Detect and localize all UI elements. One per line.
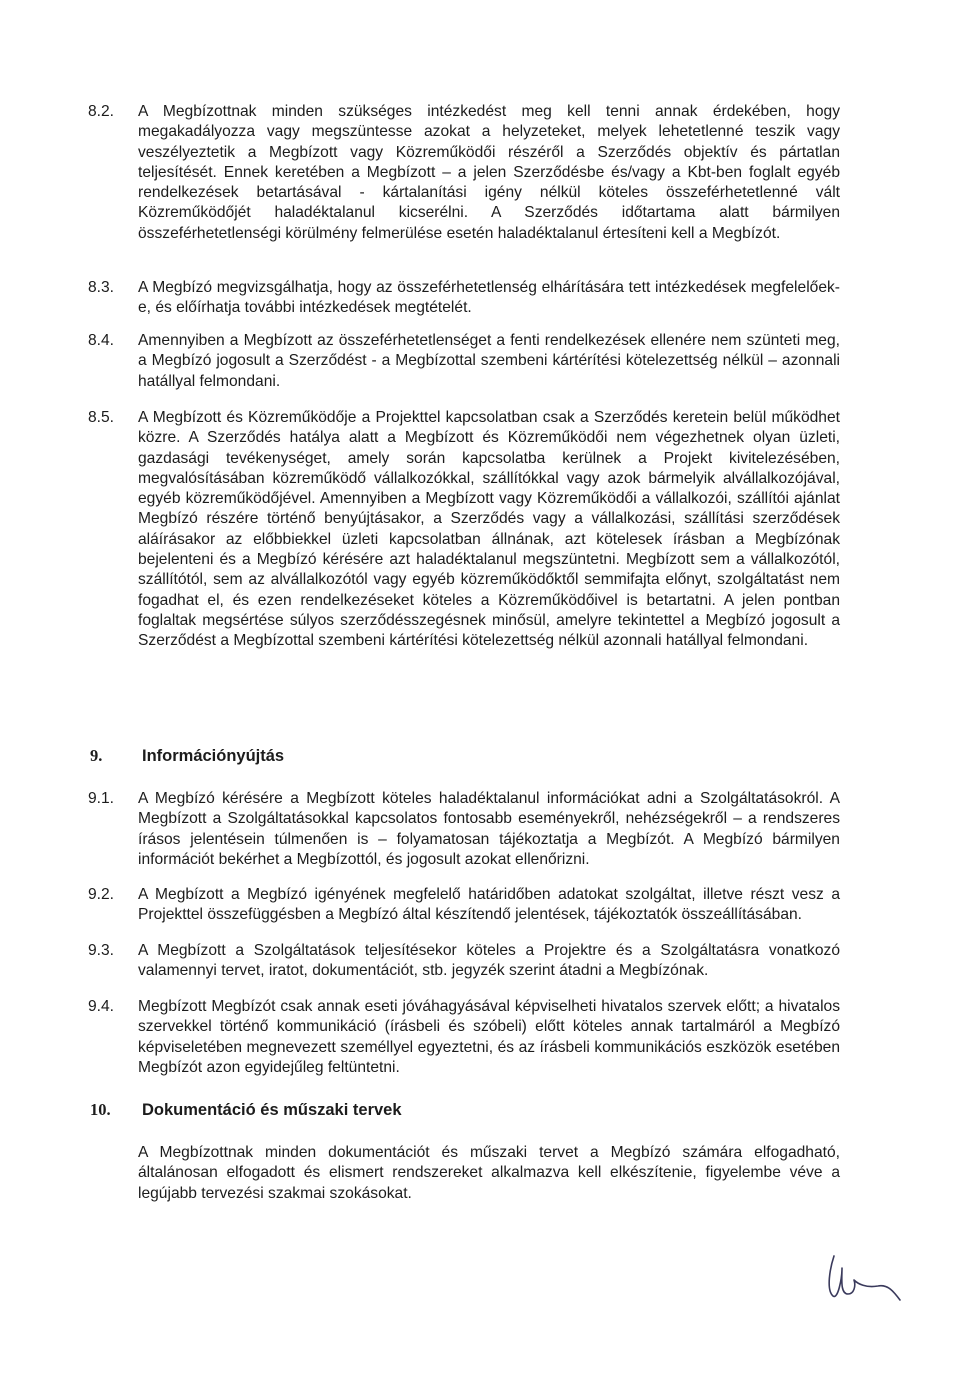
paragraph-text: A Megbízott a Megbízó igényének megfelelő határidőben adatokat szolgáltat, illetve részt vesz a Projekttel összefüggésben a Megbízó által készítendő jelentések, tájékoztatók összeállításában. (138, 886, 840, 924)
paragraph-9-4 (88, 997, 840, 1078)
paragraph-number: 9.1. (88, 790, 115, 807)
paragraph-8-3 (88, 278, 840, 319)
section-number: 9. (90, 746, 103, 765)
section-title: Dokumentáció és műszaki tervek (142, 1101, 402, 1119)
paragraph-9-1 (88, 789, 840, 870)
paragraph-number: 8.4. (88, 332, 115, 349)
paragraph-number: 9.2. (88, 886, 115, 903)
paragraph-number: 8.2. (88, 103, 115, 120)
paragraph-8-5 (88, 408, 840, 652)
section-heading-10 (90, 1099, 840, 1121)
paragraph-10-body (88, 1143, 840, 1204)
paragraph-text: Megbízott Megbízót csak annak eseti jóváhagyásával képviselheti hivatalos szervek előtt; a hivatalos szervekkel történő kommunikáció (írásbeli és szóbeli) előtt köteles annak tartalmáról a Megbízó képviseletében megnevezett személlyel egyeztetni, és az írásbeli kommunikációs eszközök esetében Megbízót azon egyidejűleg feltüntetni. (138, 998, 840, 1076)
handwritten-signature-icon (820, 1248, 910, 1308)
paragraph-text: A Megbízott a Szolgáltatások teljesítésekor köteles a Projektre és a Szolgáltatásra vonatkozó valamennyi tervet, iratot, dokumentációt, stb. jegyzék szerint átadni a Megbízónak. (138, 942, 840, 980)
section-number: 10. (90, 1100, 111, 1119)
paragraph-8-2 (88, 102, 840, 244)
paragraph-text: A Megbízottnak minden dokumentációt és műszaki tervet a Megbízó számára elfogadható, általánosan elfogadott és elismert rendszereket alkalmazva kell elkészítenie, figyelembe véve a legújabb tervezési szakmai szokásokat. (138, 1144, 840, 1202)
paragraph-9-2 (88, 885, 840, 926)
section-heading-9 (90, 745, 840, 767)
paragraph-text: A Megbízó kérésére a Megbízott köteles haladéktalanul információkat adni a Szolgáltatásokról. A Megbízott a Szolgáltatásokkal kapcsolatos fontosabb eseményekről, nehézségekről – a rendszeres írásos jelentésein túlmenően is – folyamatosan tájékoztatja a Megbízót. A Megbízó bármilyen információt bekérhet a Megbízottól, és jogosult azokat ellenőrizni. (138, 790, 840, 868)
paragraph-number: 8.3. (88, 279, 115, 296)
paragraph-number: 9.4. (88, 998, 115, 1015)
section-title: Információnyújtás (142, 747, 285, 765)
paragraph-text: A Megbízó megvizsgálhatja, hogy az összeférhetetlenség elhárítására tett intézkedések megfelelőek-e, és előírhatja további intézkedések megtételét. (138, 279, 840, 317)
paragraph-text: A Megbízottnak minden szükséges intézkedést meg kell tenni annak érdekében, hogy megakadályozza vagy megszüntesse azokat a helyzeteket, melyek lehetetlenné teszik vagy veszélyeztetik a Megbízott vagy Közreműködői részéről a Szerződés objektív és pártatlan teljesítését. Ennek keretében a Megbízott – a jelen Szerződésbe és/vagy a Kbt-ben foglalt egyéb rendelkezések betartásával - kártalanítási igény nélkül köteles összeférhetetlenné vált Közreműködőjét haladéktalanul kicserélni. A Szerződés időtartama alatt bármilyen összeférhetetlenségi körülmény felmerülése esetén haladéktalanul értesíteni kell a Megbízót. (138, 103, 840, 242)
paragraph-number: 9.3. (88, 942, 115, 959)
paragraph-text: A Megbízott és Közreműködője a Projekttel kapcsolatban csak a Szerződés keretein belül működhet közre. A Szerződés hatálya alatt a Megbízott és Közreműködői nem végezhetnek olyan üzleti, gazdasági tevékenységet, amely során kapcsolatba kerülnek a Projekt kivitelezésében, megvalósításában közreműködő vállalkozókkal, szállítókkal vagy azok bármelyik alvállalkozójával, egyéb közreműködőjével. Amennyiben a Megbízott vagy Közreműködői a vállalkozói, szállítói ajánlat Megbízó részére történő benyújtásakor, a Szerződés vagy a vállalkozási, szállítási szerződések aláírásakor az előbbiekkel üzleti kapcsolatban állnának, azt kötelesek írásban a Megbízónak bejelenteni és a Megbízó kérésére azt haladéktalanul megszüntetni. Megbízott sem a vállalkozótól, szállítótól, sem az alvállalkozótól vagy egyéb közreműködőktől semmifajta előnyt, szolgáltatást nem fogadhat el, és ezen rendelkezéseket köteles a Közreműködőivel is betartatni. A jelen pontban foglaltak megsértése súlyos szerződésszegésnek minősül, amelyre tekintettel a Megbízó jogosult a Szerződést a Megbízottal szembeni kártérítési kötelezettség nélkül azonnali hatállyal felmondani. (138, 409, 840, 650)
paragraph-number: 8.5. (88, 409, 115, 426)
paragraph-text: Amennyiben a Megbízott az összeférhetetlenséget a fenti rendelkezések ellenére nem szünteti meg, a Megbízó jogosult a Szerződést - a Megbízottal szembeni kártérítési kötelezettség nélkül – azonnali hatállyal felmondani. (138, 332, 840, 390)
paragraph-9-3 (88, 941, 840, 982)
paragraph-8-4 (88, 331, 840, 392)
